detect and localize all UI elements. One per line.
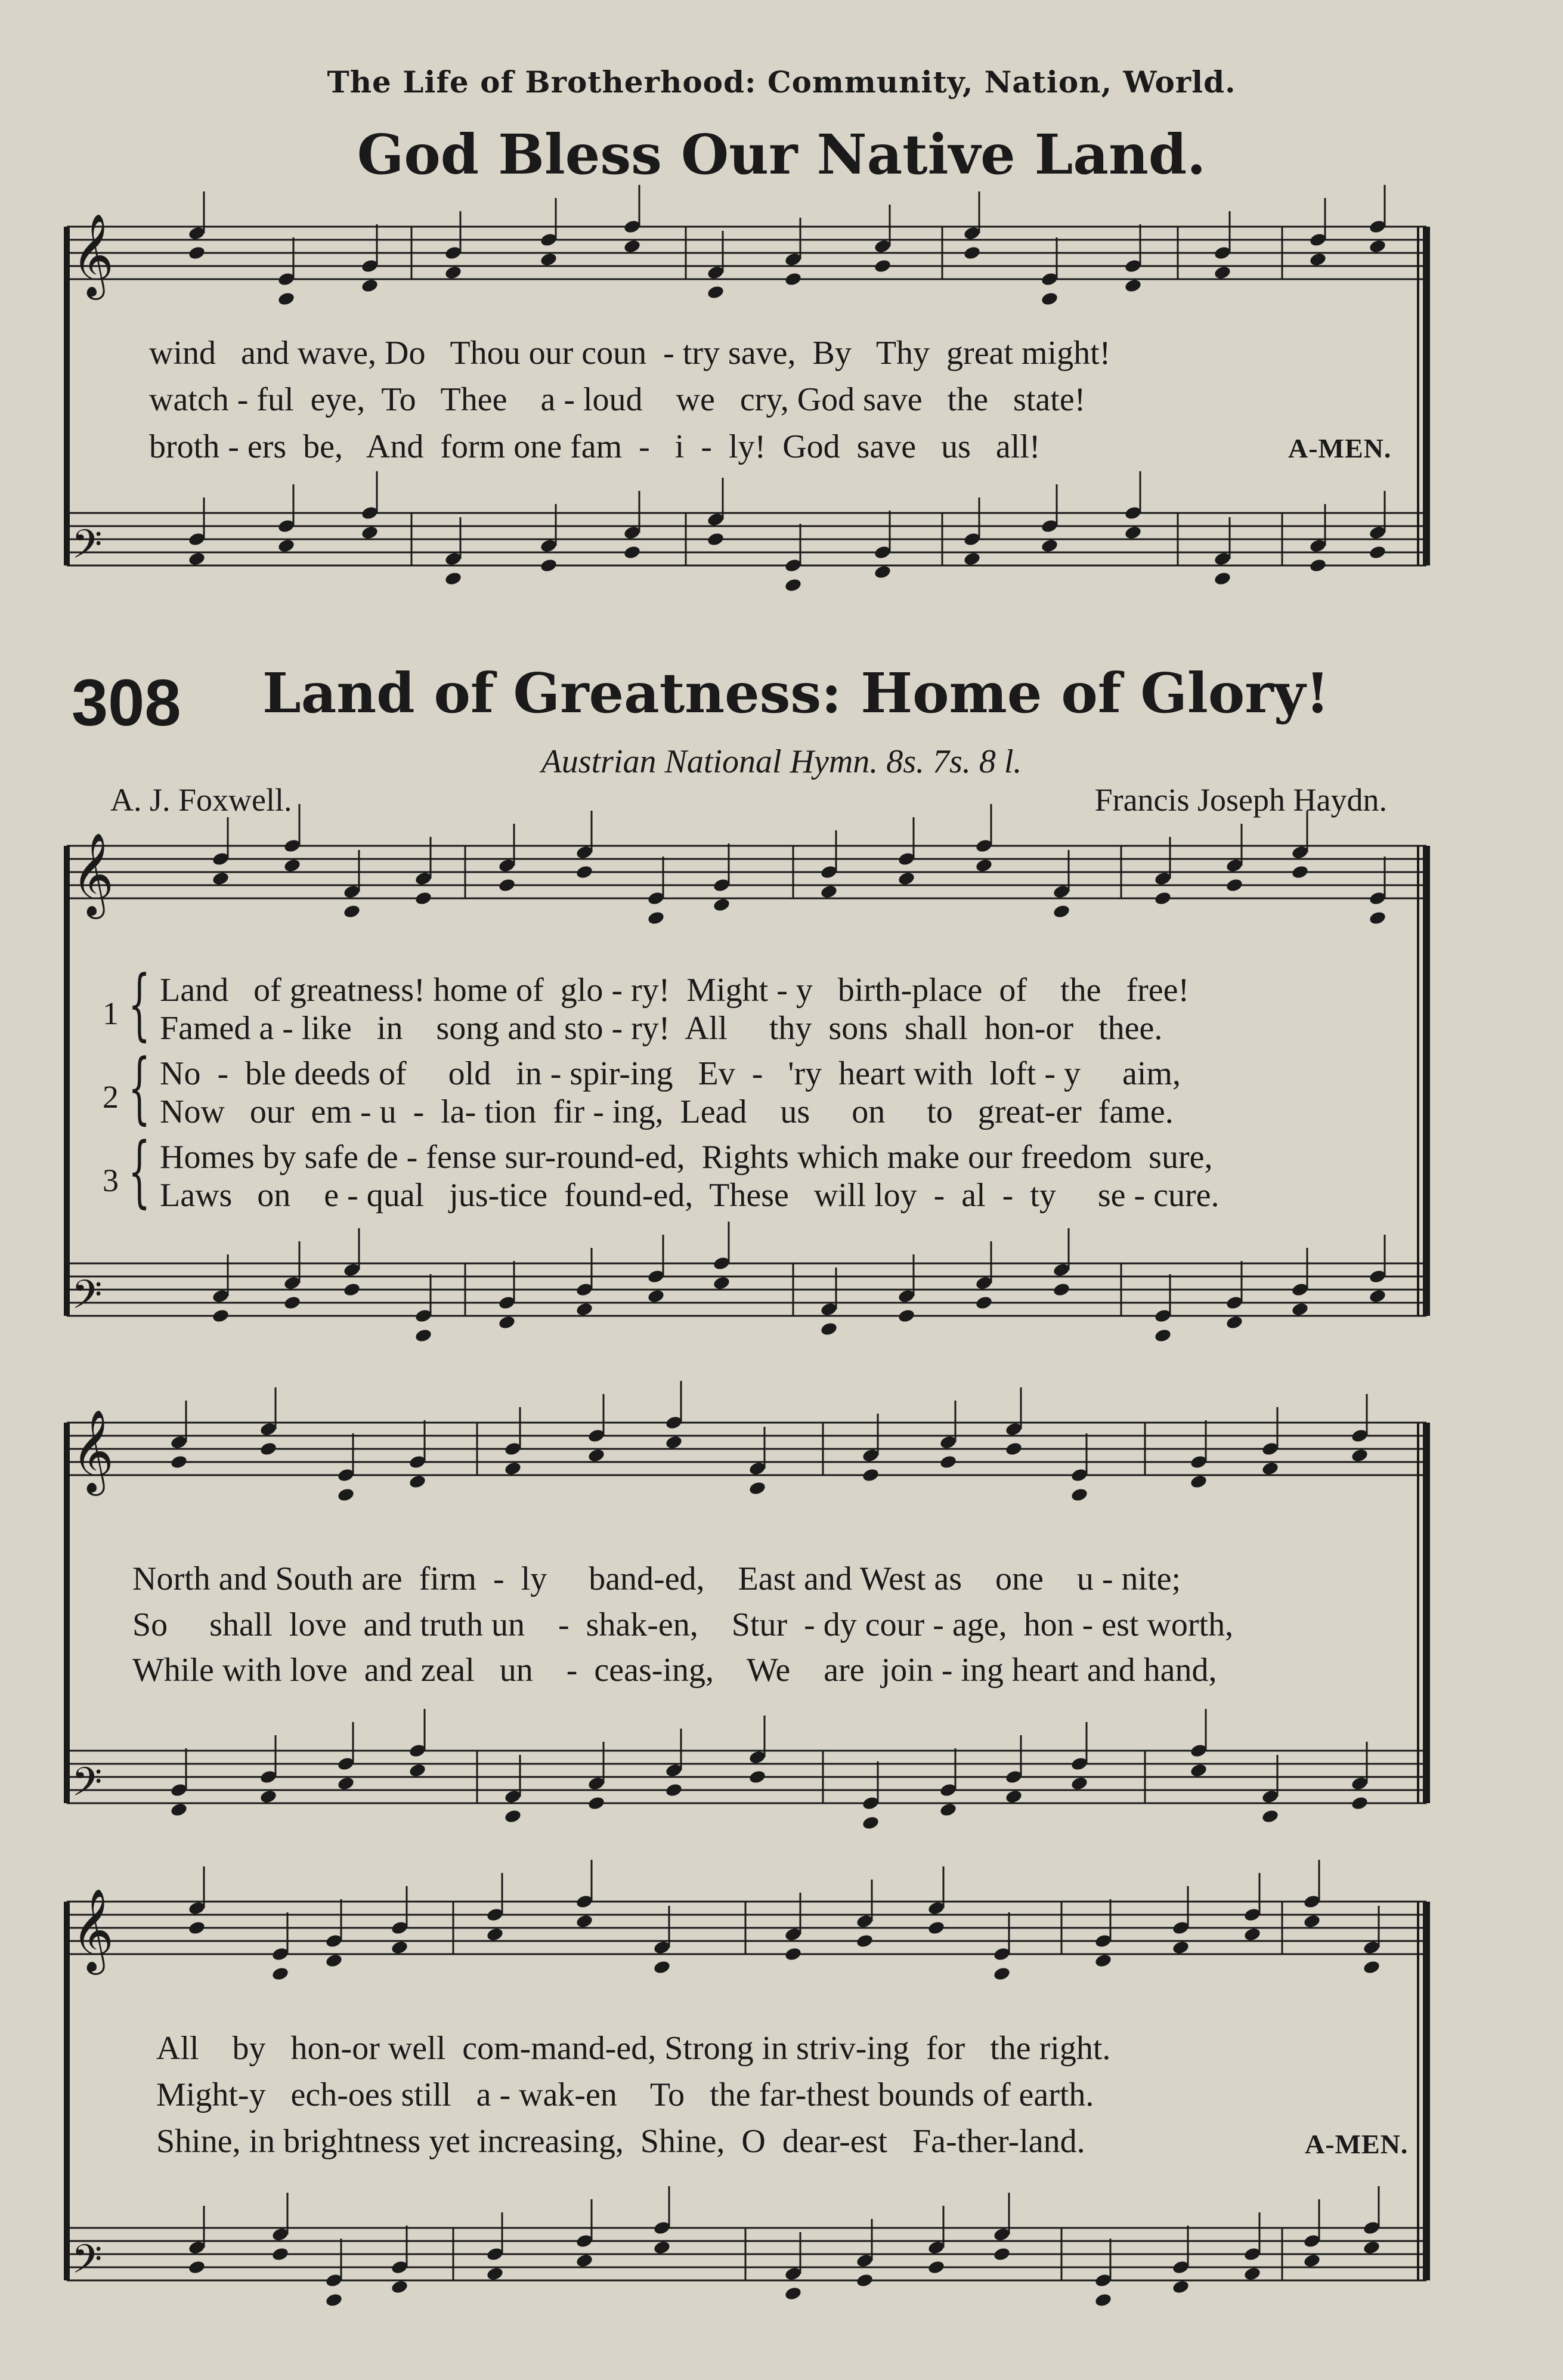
verse-number-2: 2 <box>103 1079 119 1115</box>
verse-2-line-2: Now our em - u - la- tion fir - ing, Lead us on to great-er fame. <box>160 1093 1174 1130</box>
svg-text:𝄞: 𝄞 <box>72 214 114 296</box>
verse-number-3: 3 <box>103 1163 119 1198</box>
svg-text:𝄢: 𝄢 <box>72 1759 103 1815</box>
amen: A-MEN. <box>1305 2129 1409 2159</box>
previous-hymn-title: God Bless Our Native Land. <box>357 122 1206 187</box>
prev-lyric-line-3: broth - ers be, And form one fam - i - ly! God save us all! <box>149 428 1041 465</box>
hymn-number: 308 <box>72 666 181 740</box>
hymn-title: Land of Greatness: Home of Glory! <box>262 661 1330 725</box>
verse-brace: { <box>128 1042 151 1133</box>
section-header: The Life of Brotherhood: Community, Nation, World. <box>327 64 1236 100</box>
author: A. J. Foxwell. <box>110 782 292 818</box>
prev-lyric-line-2: watch - ful eye, To Thee a - loud we cry, God save the state! <box>149 381 1086 418</box>
verse-1-line-2: Famed a - like in song and sto - ry! All thy sons shall hon-or thee. <box>160 1010 1163 1047</box>
system2-lyric-1: North and South are firm - ly band-ed, East and West as one u - nite; <box>132 1560 1181 1597</box>
system3-lyric-3: Shine, in brightness yet increasing, Shine, O dear-est Fa-ther-land. <box>156 2123 1085 2160</box>
verse-3-line-2: Laws on e - qual jus-tice found-ed, These will loy - al - ty se - cure. <box>160 1177 1220 1214</box>
verse-1-line-1: Land of greatness! home of glo - ry! Might - y birth-place of the free! <box>160 972 1190 1009</box>
verse-3-line-1: Homes by safe de - fense sur-round-ed, Rights which make our freedom sure, <box>160 1139 1213 1176</box>
svg-text:𝄢: 𝄢 <box>72 1272 103 1327</box>
verse-2-line-1: No - ble deeds of old in - spir-ing Ev - 'ry heart with loft - y aim, <box>160 1055 1181 1092</box>
tune-name: Austrian National Hymn. 8s. 7s. 8 l. <box>541 743 1022 780</box>
verse-brace: { <box>128 1126 151 1216</box>
system3-lyric-2: Might-y ech-oes still a - wak-en To the far-thest bounds of earth. <box>156 2076 1094 2113</box>
prev-lyric-line-1: wind and wave, Do Thou our coun - try save, By Thy great might! <box>149 335 1111 372</box>
system2-lyric-3: While with love and zeal un - ceas-ing, We are join - ing heart and hand, <box>132 1652 1217 1689</box>
svg-text:𝄞: 𝄞 <box>72 833 114 916</box>
verse-number-1: 1 <box>103 996 119 1031</box>
verse-brace: { <box>128 959 151 1049</box>
svg-text:𝄢: 𝄢 <box>72 2236 103 2292</box>
system2-lyric-2: So shall love and truth un - shak-en, Stur - dy cour - age, hon - est worth, <box>132 1606 1234 1643</box>
svg-text:𝄢: 𝄢 <box>72 521 103 577</box>
svg-text:𝄞: 𝄞 <box>72 1410 114 1492</box>
composer: Francis Joseph Haydn. <box>1094 782 1387 818</box>
prev-amen: A-MEN. <box>1288 433 1392 463</box>
system3-lyric-1: All by hon-or well com-mand-ed, Strong in striv-ing for the right. <box>156 2030 1111 2067</box>
svg-text:𝄞: 𝄞 <box>72 1888 114 1971</box>
